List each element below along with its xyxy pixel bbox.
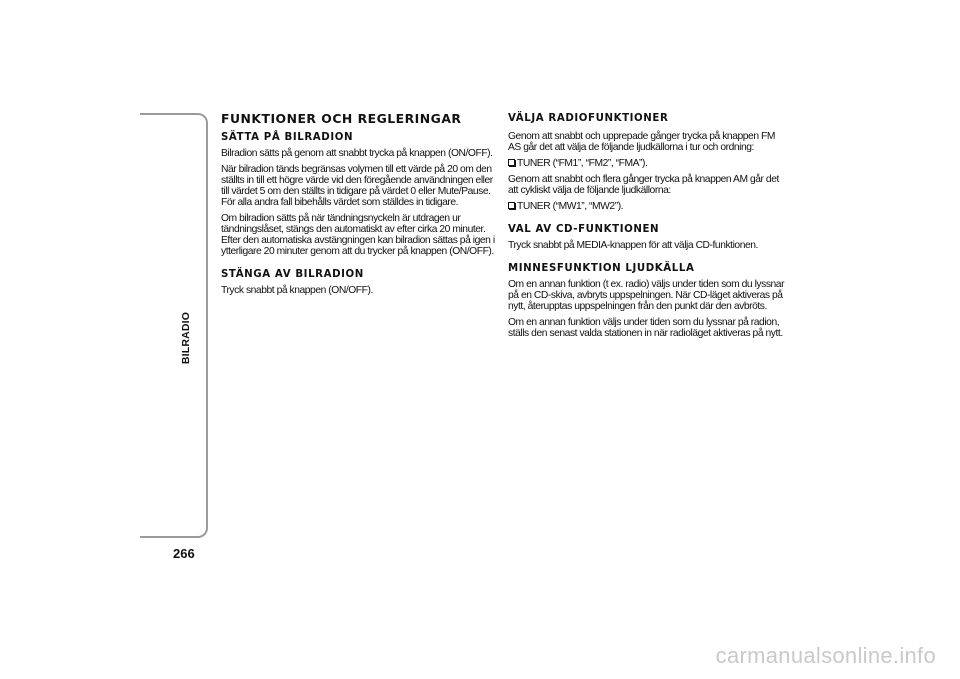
list-item <box>508 158 788 169</box>
paragraph: Om en annan funktion väljs under tiden som du lyssnar på radion, ställs den senast valda stationen in när radioläget aktiveras på nytt. <box>508 317 783 339</box>
paragraph: Bilradion sätts på genom att snabbt trycka på knappen (ON/OFF). <box>221 148 493 159</box>
page-title: FUNKTIONER OCH REGLERINGAR <box>221 111 462 126</box>
list-item-text: TUNER (“FM1”, “FM2”, “FMA”). <box>517 158 648 169</box>
list-item <box>508 201 788 212</box>
section-heading-turn-off: STÄNGA AV BILRADION <box>221 269 364 280</box>
page-number: 266 <box>173 546 195 561</box>
paragraph: När bilradion tänds begränsas volymen till ett värde på 20 om den ställts in till ett högre värde vid den föregående användningen eller till värdet 5 om den ställts in tidigare på värdet 0 eller Mute/Pause. För alla andra fall bibehålls värdet som ställdes in tidigare. <box>221 164 493 208</box>
section-heading-cd-function: VAL AV CD-FUNKTIONEN <box>508 224 660 235</box>
paragraph: Genom att snabbt och upprepade gånger trycka på knappen FM AS går det att välja de följande ljudkällorna i tur och ordning: <box>508 131 775 153</box>
watermark: carmanualsonline.info <box>715 643 936 668</box>
paragraph: Om en annan funktion (t ex. radio) väljs under tiden som du lyssnar på en CD-skiva, avbryts uppspelningen. När CD-läget aktiveras på nytt, återupptas uppspelningen från den punkt där den avbröts. <box>508 279 785 312</box>
paragraph: Om bilradion sätts på när tändningsnyckeln är utdragen ur tändningslåset, stängs den automatiskt av efter cirka 20 minuter. Efter den automatiska avstängningen kan bilradion sättas på igen i ytterligare 20 minuter genom att du trycker på knappen (ON/OFF). <box>221 213 495 257</box>
left-column <box>221 111 495 301</box>
checkbox-bullet-icon <box>508 202 515 209</box>
section-heading-source-memory: MINNESFUNKTION LJUDKÄLLA <box>508 263 695 274</box>
paragraph: Tryck snabbt på knappen (ON/OFF). <box>221 285 373 296</box>
checkbox-bullet-icon <box>508 159 515 166</box>
list-item-text: TUNER (“MW1”, “MW2”). <box>517 201 624 212</box>
page-margin-frame <box>140 113 208 538</box>
section-heading-turn-on: SÄTTA PÅ BILRADION <box>221 132 354 143</box>
chapter-side-label: BILRADIO <box>180 311 192 365</box>
right-column <box>508 111 788 344</box>
section-heading-radio-functions: VÄLJA RADIOFUNKTIONER <box>508 113 669 124</box>
paragraph: Genom att snabbt och flera gånger trycka på knappen AM går det att cykliskt välja de följande ljudkällorna: <box>508 174 779 196</box>
paragraph: Tryck snabbt på MEDIA-knappen för att välja CD-funktionen. <box>508 240 758 251</box>
